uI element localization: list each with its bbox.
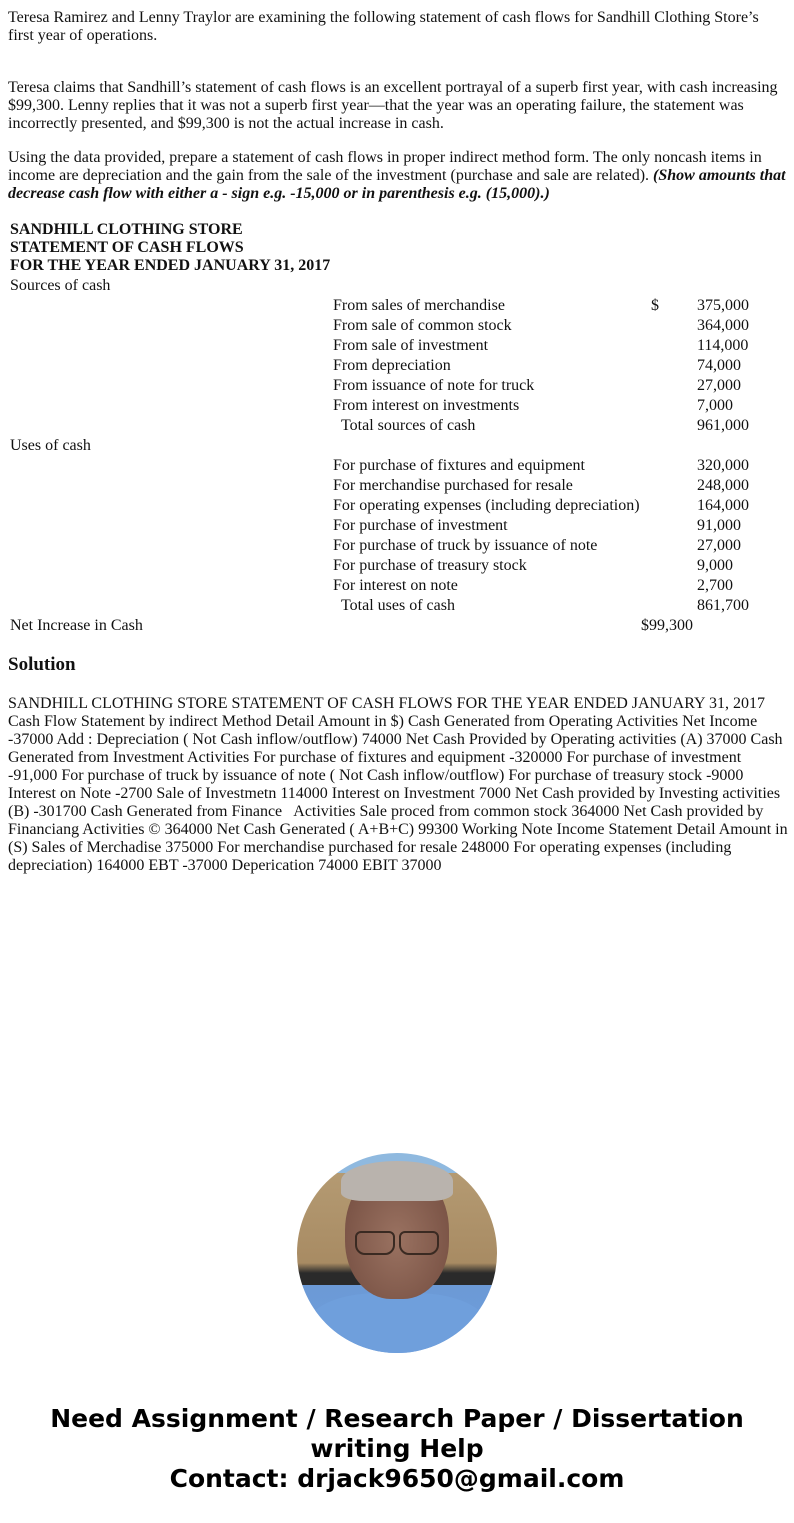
- promo-contact: Contact: drjack9650@gmail.com: [169, 1464, 625, 1493]
- net-increase-row: [0, 617, 794, 637]
- statement-period: FOR THE YEAR ENDED JANUARY 31, 2017: [10, 257, 331, 274]
- promo-banner: [0, 1404, 794, 1494]
- promo-line-1: Need Assignment / Research Paper / Dissertation: [50, 1404, 744, 1433]
- use-row: [0, 537, 794, 557]
- source-row: [0, 317, 794, 337]
- solution-body: SANDHILL CLOTHING STORE STATEMENT OF CASH FLOWS FOR THE YEAR ENDED JANUARY 31, 2017 Cash Flow Statement by indirect Method Detail Amount in $) Cash Generated from Operating Activities Net Income -37000 Add : Depreciation ( Not Cash inflow/outflow) 74000 Net Cash Provided by Operating activities (A) 37000 Cash Generated from Investment Activities For purchase of fixtures and equipment -320000 For purchase of investment -91,000 For purchase of truck by issuance of note ( Not Cash inflow/outflow) For purchase of treasury stock -9000 Interest on Note -2700 Sale of Investmetn 114000 Interest on Investment 7000 Net Cash provided by Investing activities (B) -301700 Cash Generated from Finance Activities Sale proced from common stock 364000 Net Cash provided by Financiang Activities © 364000 Net Cash Generated ( A+B+C) 99300 Working Note Income Statement Detail Amount in (S) Sales of Merchadise 375000 For merchandise purchased for resale 248000 For operating expenses (including depreciation) 164000 EBT -37000 Deperication 74000 EBIT 37000: [8, 695, 792, 874]
- row-label: From sales of merchandise: [333, 297, 505, 314]
- avatar-hair: [341, 1161, 453, 1201]
- use-row: [0, 517, 794, 537]
- row-label: From interest on investments: [333, 397, 520, 414]
- sources-label: Sources of cash: [10, 277, 111, 294]
- row-label: For purchase of treasury stock: [333, 557, 527, 574]
- use-row: [0, 577, 794, 597]
- currency-sign: $: [651, 297, 659, 314]
- total-label: Total sources of cash: [341, 417, 476, 434]
- sources-total-row: [0, 417, 794, 437]
- source-row: [0, 357, 794, 377]
- source-row: [0, 397, 794, 417]
- row-label: For merchandise purchased for resale: [333, 477, 573, 494]
- row-amount: 7,000: [697, 397, 733, 414]
- claim-paragraph: Teresa claims that Sandhill’s statement of cash flows is an excellent portrayal of a superb first year, with cash increasing $99,300. Lenny replies that it was not a superb first year—that the year was an operating failure, the statement was incorrectly presented, and $99,300 is not the actual increase in cash.: [8, 79, 778, 132]
- use-row: [0, 497, 794, 517]
- row-label: For interest on note: [333, 577, 458, 594]
- row-label: For operating expenses (including depreciation): [333, 497, 640, 514]
- statement-title: STATEMENT OF CASH FLOWS: [10, 239, 244, 256]
- avatar-glasses: [355, 1231, 439, 1253]
- tutor-avatar: [297, 1153, 497, 1353]
- row-amount: 114,000: [697, 337, 749, 354]
- row-amount: 248,000: [697, 477, 749, 494]
- instructions-paragraph: [8, 149, 788, 203]
- use-row: [0, 557, 794, 577]
- total-amount: 961,000: [697, 417, 749, 434]
- instructions-emphasis: (Show amounts that decrease cash flow with either a - sign e.g. -15,000 or in parenthesis e.g. (15,000).): [8, 167, 786, 202]
- row-label: For purchase of fixtures and equipment: [333, 457, 585, 474]
- row-amount: 375,000: [697, 297, 749, 314]
- row-label: For purchase of truck by issuance of note: [333, 537, 598, 554]
- instructions-text: Using the data provided, prepare a statement of cash flows in proper indirect method form. The only noncash items in income are depreciation and the gain from the sale of the investment (purchase and sale are related).: [8, 149, 762, 184]
- net-increase-amount: $99,300: [641, 617, 693, 634]
- intro-paragraph: Teresa Ramirez and Lenny Traylor are examining the following statement of cash flows for Sandhill Clothing Store’s first year of operations.: [8, 9, 759, 44]
- row-label: From depreciation: [333, 357, 451, 374]
- row-amount: 27,000: [697, 537, 741, 554]
- row-amount: 364,000: [697, 317, 749, 334]
- net-increase-label: Net Increase in Cash: [10, 617, 143, 634]
- source-row: [0, 377, 794, 397]
- promo-line-2: writing Help: [310, 1434, 484, 1463]
- row-amount: 2,700: [697, 577, 733, 594]
- source-row: [0, 297, 794, 317]
- row-label: From sale of common stock: [333, 317, 512, 334]
- row-amount: 27,000: [697, 377, 741, 394]
- source-row: [0, 337, 794, 357]
- row-amount: 164,000: [697, 497, 749, 514]
- row-amount: 9,000: [697, 557, 733, 574]
- row-amount: 320,000: [697, 457, 749, 474]
- use-row: [0, 477, 794, 497]
- row-label: From issuance of note for truck: [333, 377, 535, 394]
- solution-heading: Solution: [8, 654, 76, 675]
- uses-total-row: [0, 597, 794, 617]
- statement-company: SANDHILL CLOTHING STORE: [10, 221, 243, 238]
- row-amount: 91,000: [697, 517, 741, 534]
- uses-label: Uses of cash: [10, 437, 91, 454]
- row-label: For purchase of investment: [333, 517, 508, 534]
- total-label: Total uses of cash: [341, 597, 455, 614]
- row-amount: 74,000: [697, 357, 741, 374]
- use-row: [0, 457, 794, 477]
- total-amount: 861,700: [697, 597, 749, 614]
- avatar-shirt: [307, 1293, 487, 1353]
- row-label: From sale of investment: [333, 337, 489, 354]
